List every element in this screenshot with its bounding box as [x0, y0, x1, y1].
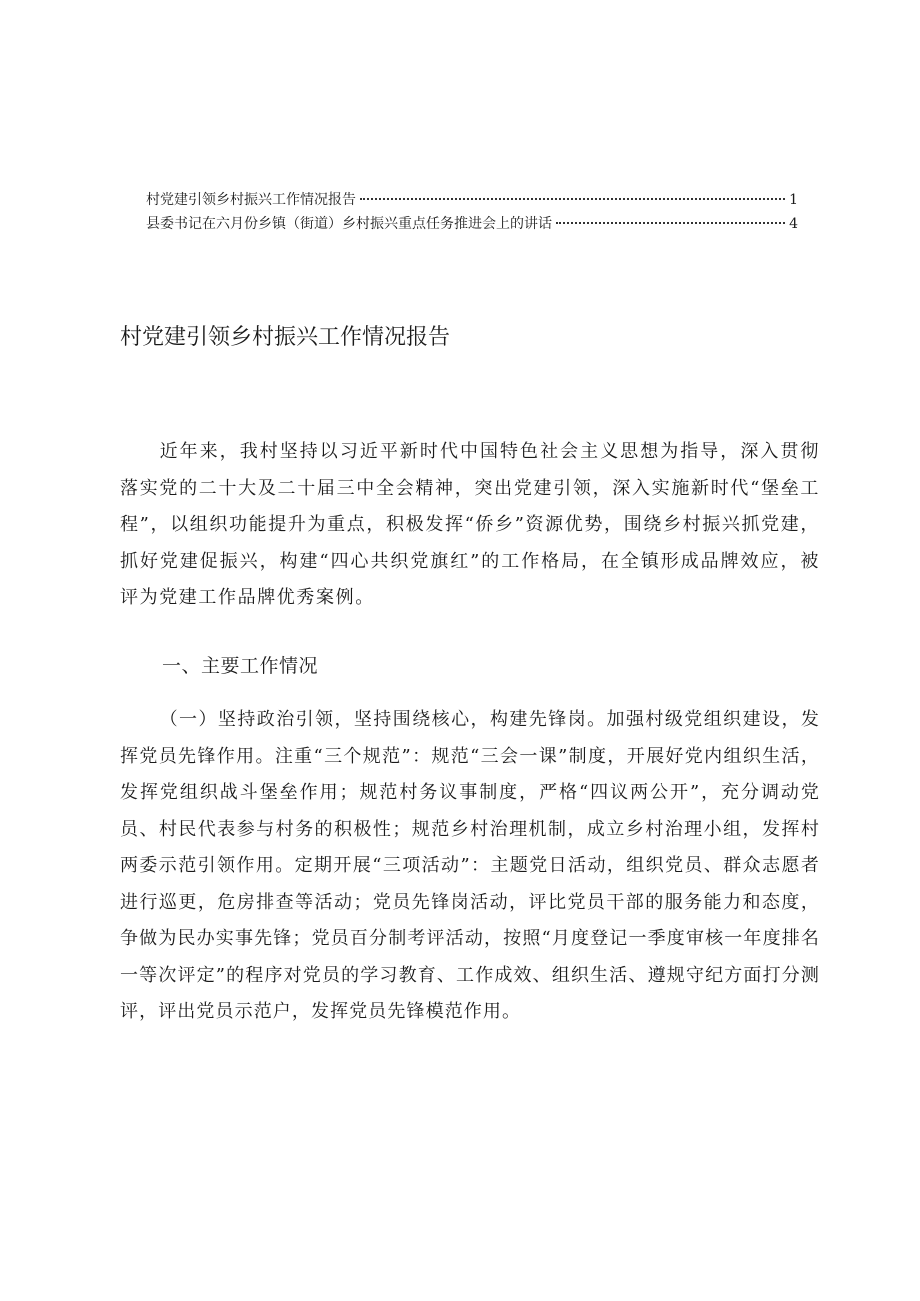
toc-entry[interactable]: [146, 212, 798, 236]
intro-section: [120, 434, 820, 617]
section-heading: 一、主要工作情况: [162, 655, 319, 677]
table-of-contents: [146, 188, 798, 236]
toc-entry-page: 4: [789, 216, 798, 232]
toc-entry-title: 县委书记在六月份乡镇（街道）乡村振兴重点任务推进会上的讲话: [146, 216, 552, 232]
toc-entry-title: 村党建引领乡村振兴工作情况报告: [146, 192, 356, 208]
report-title: 村党建引领乡村振兴工作情况报告: [120, 325, 451, 350]
toc-entry[interactable]: [146, 188, 798, 212]
section-paragraph: （一）坚持政治引领，坚持围绕核心，构建先锋岗。加强村级党组织建设，发挥党员先锋作用。注重“三个规范”：规范“三会一课”制度，开展好党内组织生活，发挥党组织战斗堡垒作用；规范村务议事制度，严格“四议两公开”，充分调动党员、村民代表参与村务的积极性；规范乡村治理机制，成立乡村治理小组，发挥村两委示范引领作用。定期开展“三项活动”：主题党日活动，组织党员、群众志愿者进行巡更，危房排查等活动；党员先锋岗活动，评比党员干部的服务能力和态度，争做为民办实事先锋；党员百分制考评活动，按照“月度登记一季度审核一年度排名一等次评定”的程序对党员的学习教育、工作成效、组织生活、遵规守纪方面打分测评，评出党员示范户，发挥党员先锋模范作用。: [120, 709, 820, 1022]
section-body: [120, 702, 820, 1031]
toc-dot-leader: [360, 198, 785, 200]
toc-entry-page: 1: [789, 192, 798, 208]
intro-paragraph: 近年来，我村坚持以习近平新时代中国特色社会主义思想为指导，深入贯彻落实党的二十大及二十届三中全会精神，突出党建引领，深入实施新时代“堡垒工程”，以组织功能提升为重点，积极发挥“侨乡”资源优势，围绕乡村振兴抓党建，抓好党建促振兴，构建“四心共织党旗红”的工作格局，在全镇形成品牌效应，被评为党建工作品牌优秀案例。: [120, 441, 820, 608]
toc-dot-leader: [556, 222, 785, 224]
